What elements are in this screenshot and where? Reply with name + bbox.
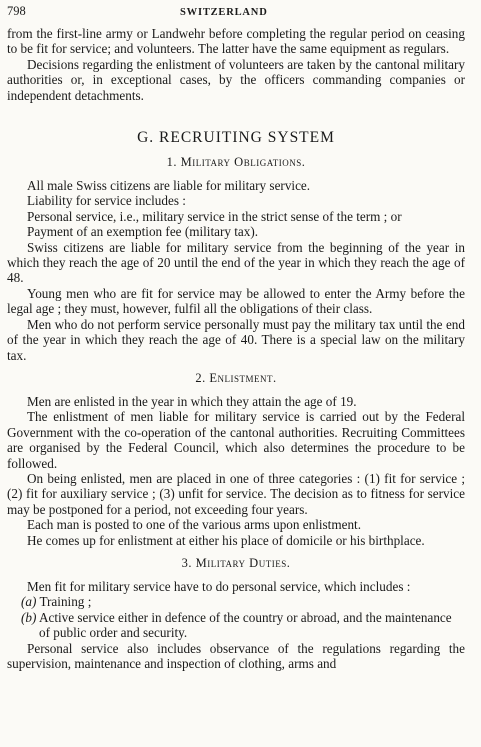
list-item-text: Training ; bbox=[39, 594, 92, 610]
subsection-heading-military-duties: 3. Military Duties. bbox=[181, 555, 291, 570]
paragraph: Men are enlisted in the year in which they attain the age of 19. bbox=[27, 393, 357, 409]
list-item-label: (a) bbox=[21, 594, 37, 610]
intro-paragraph-1: from the first-line army or Landwehr before completing the regular period on ceasing to be fit for service; and volunteers. The latter have the same equipment as regulars. bbox=[7, 26, 465, 57]
paragraph: Men fit for military service have to do personal service, which includes : bbox=[27, 578, 411, 594]
paragraph: Personal service, i.e., military service in the strict sense of the term ; or bbox=[27, 208, 402, 224]
page-number: 798 bbox=[7, 4, 26, 18]
paragraph: Each man is posted to one of the various arms upon enlistment. bbox=[27, 517, 362, 533]
paragraph: Personal service also includes observance of the regulations regarding the supervision, maintenance and inspection of clothing, arms and bbox=[7, 640, 465, 671]
page-header bbox=[7, 4, 465, 26]
subsection-heading-enlistment: 2. Enlistment. bbox=[195, 370, 277, 385]
list-item-label: (b) bbox=[21, 609, 37, 625]
section-title: G. RECRUITING SYSTEM bbox=[137, 129, 335, 147]
intro-paragraph-2: Decisions regarding the enlistment of volunteers are taken by the cantonal military authorities or, in exceptional cases, by the officers commanding companies or independent detachments. bbox=[7, 56, 465, 103]
paragraph: He comes up for enlistment at either his place of domicile or his birthplace. bbox=[27, 532, 425, 548]
paragraph: Liability for service includes : bbox=[27, 193, 186, 209]
subsection-heading-military-obligations: 1. Military Obligations. bbox=[166, 155, 306, 170]
paragraph: Young men who are fit for service may be allowed to enter the Army before the legal age ; they must, however, fulfil all the obligations of their class. bbox=[7, 285, 465, 317]
paragraph: Swiss citizens are liable for military service from the beginning of the year in which they reach the age of 20 until the end of the year in which they reach the age of 48. bbox=[7, 239, 465, 286]
running-title: SWITZERLAND bbox=[180, 7, 268, 18]
list-item bbox=[7, 610, 465, 641]
paragraph: All male Swiss citizens are liable for military service. bbox=[27, 178, 311, 194]
list-item-text: Active service either in defence of the country or abroad, and the maintenance of public order and security. bbox=[38, 609, 452, 641]
paragraph: On being enlisted, men are placed in one of three categories : (1) fit for service ; (2) fit for auxiliary service ; (3) unfit for service. The decision as to fitness for service may be postponed for a period, not exceeding four years. bbox=[7, 470, 465, 517]
paragraph: The enlistment of men liable for military service is carried out by the Federal Government with the co-operation of the cantonal authorities. Recruiting Committees are organised by the Federal Council, which also determines the procedure to be followed. bbox=[7, 409, 465, 471]
paragraph: Men who do not perform service personally must pay the military tax until the end of the year in which they reach the age of 40. There is a special law on the military tax. bbox=[7, 316, 465, 363]
list-item bbox=[7, 594, 465, 609]
paragraph: Payment of an exemption fee (military tax). bbox=[27, 224, 259, 240]
